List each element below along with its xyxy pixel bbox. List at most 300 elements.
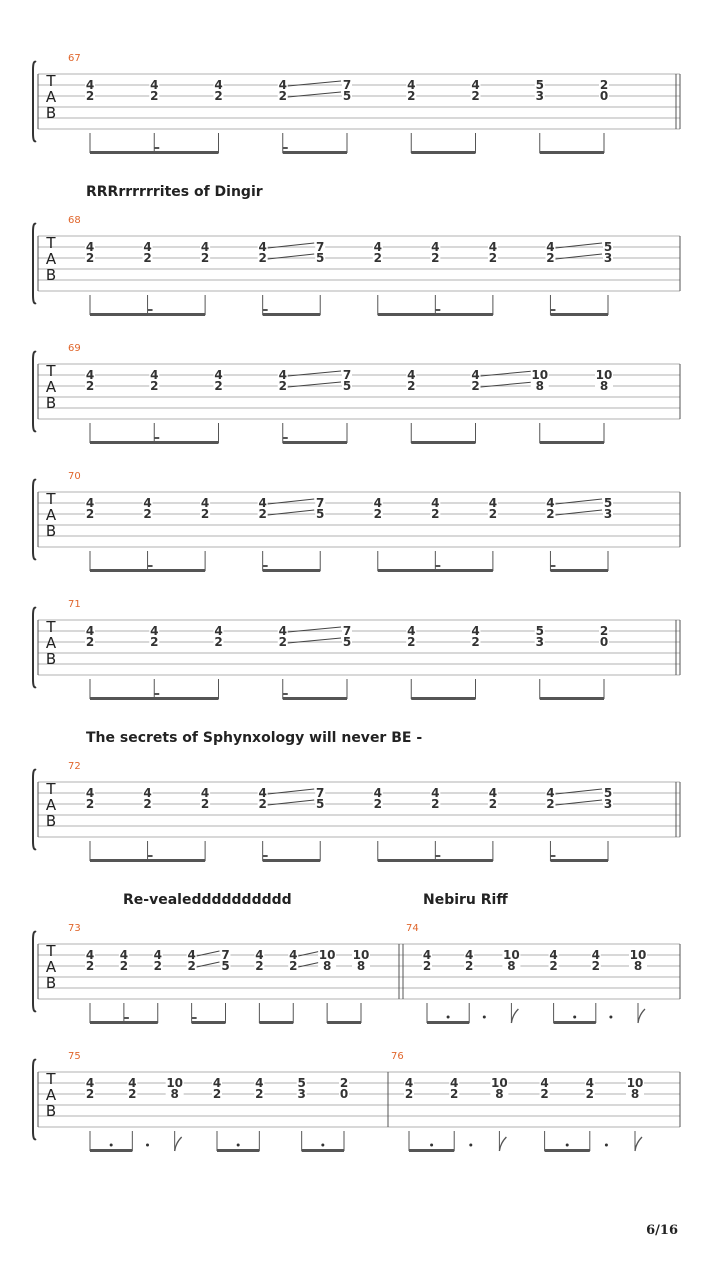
system-bracket [33,480,36,560]
fret-number: 2 [214,635,223,649]
beat [85,786,95,861]
fret-number: 4 [128,1076,137,1090]
tab-system [33,599,680,700]
fret-number: 5 [316,507,325,521]
fret-number: 4 [85,786,95,800]
rest-dot [237,1144,240,1147]
tab-system [33,184,680,316]
fret-number: 8 [630,1087,640,1101]
fret-number: 2 [150,89,159,103]
fret-number: 2 [407,379,416,393]
tab-letter: B [45,104,57,122]
fret-number: 4 [465,948,474,962]
fret-number: 2 [289,959,298,973]
fret-number: 2 [465,959,474,973]
fret-number: 4 [85,948,95,962]
fret-number: 2 [143,251,152,265]
fret-number: 2 [585,1087,594,1101]
beat [545,496,602,571]
fret-number: 7 [342,624,352,638]
rest-dot [566,1144,569,1147]
fret-number: 2 [407,89,416,103]
beat [214,624,224,699]
beat [85,368,95,443]
beat [471,368,534,443]
tab-letter: T [46,234,56,252]
beam [90,441,219,444]
fret-number: 4 [119,948,129,962]
tab-system [33,730,680,862]
tab-letter: A [45,506,57,524]
beat [488,786,498,861]
fret-number: 2 [546,251,555,265]
note-flag [638,1009,645,1023]
fret-number: 2 [373,251,382,265]
fret-number: 3 [535,89,544,103]
rest-dot [447,1016,450,1019]
fret-number: 5 [535,624,544,638]
beat [315,786,325,861]
fret-number: 4 [585,1076,594,1090]
fret-number: 10 [503,948,520,962]
beat [200,240,210,315]
beat [549,948,559,1023]
tab-letter: A [45,796,57,814]
half-beam-mark [263,309,268,311]
beat [535,624,545,699]
beam [550,569,608,572]
fret-number: 0 [599,635,609,649]
beat [119,948,129,1023]
fret-number: 2 [200,507,210,521]
fret-number: 4 [450,1076,459,1090]
beat [430,786,440,861]
fret-number: 5 [603,496,613,510]
tab-system [33,343,680,444]
tab-letter: B [45,522,57,540]
tab-letter: A [45,1086,57,1104]
fret-number: 8 [322,959,332,973]
beat [464,948,474,1023]
beat [599,78,609,153]
fret-number: 2 [450,1087,459,1101]
measure [68,761,613,862]
beam [378,313,493,316]
beat [200,496,210,571]
beat [531,368,549,443]
fret-number: 4 [85,78,95,92]
fret-number: 4 [546,786,555,800]
fret-number: 2 [422,959,432,973]
beam [540,697,604,700]
fret-number: 2 [431,797,440,811]
beat [502,948,520,1023]
measure [406,923,647,1024]
fret-number: 2 [373,797,382,811]
beam [263,313,321,316]
fret-number: 2 [143,797,152,811]
fret-number: 7 [342,368,352,382]
fret-number: 4 [153,948,162,962]
fret-number: 4 [85,1076,95,1090]
tab-letter: B [45,394,57,412]
fret-number: 2 [85,89,95,103]
fret-number: 2 [404,1087,414,1101]
measure-number: 71 [68,599,81,610]
beam [554,1021,596,1024]
fret-number: 8 [507,959,516,973]
fret-number: 4 [150,624,159,638]
beat [278,624,341,699]
fret-number: 3 [603,507,613,521]
beat [85,496,95,571]
system-bracket [33,770,36,850]
fret-number: 8 [535,379,544,393]
beam [90,859,205,862]
measure-number: 73 [68,923,81,934]
beat [449,1076,459,1151]
measure [68,923,370,1024]
fret-number: 2 [255,959,264,973]
fret-number: 2 [200,797,210,811]
beat [591,948,601,1023]
fret-number: 4 [278,624,287,638]
beam [283,697,347,700]
fret-number: 2 [128,1087,137,1101]
fret-number: 4 [143,240,152,254]
fret-number: 2 [339,1076,349,1090]
fret-number: 7 [316,786,325,800]
beat [629,948,647,1023]
fret-number: 8 [599,379,609,393]
measure [68,599,609,700]
beat [373,786,383,861]
beam [540,151,604,154]
beat [214,78,224,153]
beam [302,1149,344,1152]
fret-number: 2 [431,507,440,521]
half-beam-mark [148,309,153,311]
beam [550,313,608,316]
fret-number: 4 [212,1076,222,1090]
fret-number: 4 [471,78,480,92]
fret-number: 2 [373,507,382,521]
fret-number: 2 [278,635,287,649]
beat [127,1076,137,1151]
beat [404,1076,414,1151]
tab-letter: B [45,266,57,284]
fret-number: 5 [342,635,352,649]
beat [254,948,264,1023]
fret-number: 2 [471,89,480,103]
fret-number: 2 [200,251,210,265]
note-flag [511,1009,518,1023]
fret-number: 10 [629,948,647,962]
fret-number: 3 [603,797,613,811]
fret-number: 4 [187,948,196,962]
rest-dot [609,1016,612,1019]
beam [90,151,219,154]
beat [373,496,383,571]
page-number: 6/16 [646,1223,678,1238]
measure-number: 68 [68,215,81,226]
beam [409,1149,454,1152]
beat [342,78,352,153]
fret-number: 2 [549,959,558,973]
fret-number: 4 [488,496,498,510]
fret-number: 2 [546,507,555,521]
fret-number: 4 [200,786,210,800]
fret-number: 10 [595,368,613,382]
beat [490,1076,508,1151]
beat [471,78,481,153]
beat [143,240,153,315]
fret-number: 2 [258,251,267,265]
beat [603,786,613,861]
beat [540,1076,550,1151]
beat [318,948,336,1023]
fret-number: 4 [200,240,210,254]
measure-number: 69 [68,343,81,354]
fret-number: 3 [535,635,544,649]
note-flag [499,1137,506,1151]
fret-number: 8 [495,1087,504,1101]
note-flag [175,1137,182,1151]
fret-number: 2 [85,797,95,811]
beat [342,624,352,699]
fret-number: 4 [407,368,416,382]
half-beam-mark [435,855,440,857]
fret-number: 3 [603,251,613,265]
half-beam-mark [148,855,153,857]
fret-number: 2 [488,797,498,811]
beam [545,1149,590,1152]
fret-number: 4 [85,368,95,382]
fret-number: 4 [549,948,558,962]
beam [540,441,604,444]
beat [545,240,602,315]
fret-number: 7 [221,948,230,962]
measure-number: 67 [68,53,81,64]
tab-letter: T [46,1070,56,1088]
beat [535,78,545,153]
fret-number: 4 [546,496,555,510]
fret-number: 2 [407,635,416,649]
beat [545,786,602,861]
rest-dot [430,1144,433,1147]
beat [212,1076,222,1151]
half-beam-mark [435,309,440,311]
fret-number: 2 [85,507,95,521]
fret-number: 2 [540,1087,549,1101]
fret-number: 2 [187,959,196,973]
tab-letter: B [45,974,57,992]
beat [471,624,481,699]
fret-number: 10 [352,948,370,962]
beat [187,948,220,1023]
beat [406,368,416,443]
fret-number: 4 [85,240,95,254]
beat [149,78,159,153]
beam [283,151,347,154]
half-beam-mark [192,1017,197,1019]
fret-number: 2 [143,507,152,521]
fret-number: 2 [255,1087,264,1101]
beat [406,78,416,153]
beat [143,786,153,861]
beat [603,496,613,571]
measure [68,53,609,154]
beat [85,78,95,153]
beat [595,368,613,443]
fret-number: 10 [626,1076,644,1090]
fret-number: 2 [599,624,609,638]
fret-number: 2 [278,379,287,393]
fret-number: 4 [214,368,223,382]
fret-number: 10 [318,948,336,962]
beam [90,569,205,572]
beat [430,496,440,571]
beat [214,368,224,443]
rest-dot [110,1144,113,1147]
beam [411,697,475,700]
fret-number: 4 [431,240,440,254]
fret-number: 2 [150,635,159,649]
fret-number: 4 [255,1076,264,1090]
beat [297,1076,307,1151]
rest-dot [483,1016,486,1019]
beat [373,240,383,315]
tab-system [33,471,680,572]
fret-number: 2 [591,959,600,973]
half-beam-mark [154,437,159,439]
beat [288,948,321,1023]
tab-letter: B [45,650,57,668]
fret-number: 2 [214,89,223,103]
fret-number: 8 [356,959,366,973]
fret-number: 2 [488,507,498,521]
fret-number: 2 [546,797,555,811]
fret-number: 2 [153,959,162,973]
fret-number: 2 [119,959,129,973]
tab-system [33,892,680,1024]
rest-dot [146,1144,149,1147]
measure-number: 76 [391,1051,404,1062]
beat [626,1076,644,1151]
half-beam-mark [124,1017,129,1019]
system-bracket [33,608,36,688]
fret-number: 10 [531,368,549,382]
beat [352,948,370,1023]
fret-number: 4 [85,496,95,510]
measure [391,1051,644,1152]
fret-number: 8 [170,1087,179,1101]
half-beam-mark [154,693,159,695]
fret-number: 4 [258,240,267,254]
fret-number: 4 [471,368,480,382]
rest-dot [605,1144,608,1147]
beat [488,496,498,571]
beam [411,441,475,444]
beat [278,368,341,443]
beam [90,1021,158,1024]
beat [599,624,609,699]
fret-number: 2 [488,251,498,265]
half-beam-mark [550,855,555,857]
beat [258,786,315,861]
beat [258,496,315,571]
fret-number: 2 [431,251,440,265]
fret-number: 4 [143,496,152,510]
tab-system [33,1051,680,1152]
tab-letter: A [45,88,57,106]
beam [427,1021,469,1024]
beat [258,240,315,315]
fret-number: 4 [200,496,210,510]
beat [85,624,95,699]
fret-number: 4 [85,624,95,638]
fret-number: 4 [255,948,264,962]
fret-number: 2 [85,635,95,649]
beat [200,786,210,861]
beat [149,368,159,443]
beat [315,240,325,315]
beam [217,1149,259,1152]
measure [68,471,613,572]
fret-number: 4 [150,368,159,382]
beat [422,948,432,1023]
fret-number: 4 [488,786,498,800]
fret-number: 5 [221,959,230,973]
rest-dot [469,1144,472,1147]
beam [550,859,608,862]
fret-number: 4 [373,786,382,800]
fret-number: 4 [488,240,498,254]
beam [378,569,493,572]
fret-number: 3 [297,1087,306,1101]
tab-letter: T [46,618,56,636]
beat [342,368,352,443]
tab-letter: T [46,942,56,960]
measure-number: 75 [68,1051,81,1062]
fret-number: 4 [289,948,298,962]
measure [68,215,613,316]
fret-number: 4 [591,948,600,962]
tab-letter: A [45,250,57,268]
half-beam-mark [263,855,268,857]
lyric-text: Re-vealedddddddddd [123,892,292,908]
half-beam-mark [148,565,153,567]
beat [278,78,341,153]
fret-number: 2 [599,78,609,92]
fret-number: 2 [85,1087,95,1101]
beat [406,624,416,699]
fret-number: 2 [258,797,267,811]
beam [263,859,321,862]
fret-number: 5 [316,251,325,265]
beat [153,948,163,1023]
fret-number: 4 [404,1076,414,1090]
beat [143,496,153,571]
beat [315,496,325,571]
fret-number: 0 [599,89,609,103]
fret-number: 4 [214,624,223,638]
beat [221,948,231,1023]
fret-number: 5 [342,89,352,103]
fret-number: 7 [342,78,352,92]
rest-dot [573,1016,576,1019]
fret-number: 4 [546,240,555,254]
